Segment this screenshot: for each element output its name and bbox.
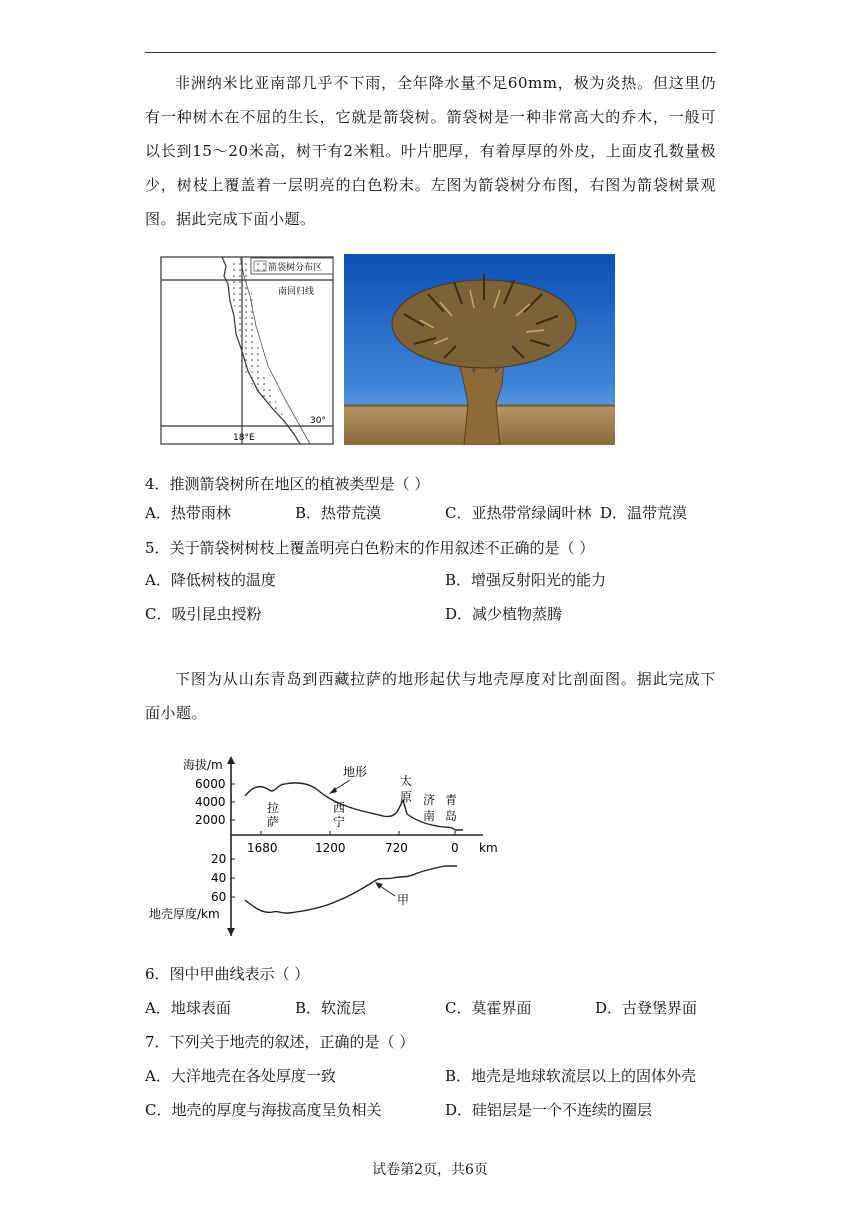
q4-option-a[interactable]: A．热带雨林 xyxy=(145,504,231,522)
curve-label: 甲 xyxy=(397,893,410,907)
curve-jia xyxy=(245,866,457,913)
q4-option-c[interactable]: C．亚热带常绿阔叶林 xyxy=(445,504,592,522)
dist-tick: 1200 xyxy=(315,841,346,855)
q7-stem: 7．下列关于地壳的叙述，正确的是（ ） xyxy=(145,1033,415,1051)
place-label-jinan xyxy=(423,792,435,823)
ylabel-bottom: 地壳厚度/km xyxy=(149,907,220,921)
place-char: 济 xyxy=(423,793,436,807)
q4-option-d[interactable]: D．温带荒漠 xyxy=(600,504,688,522)
x-unit: km xyxy=(479,841,498,855)
passage-2: 下图为从山东青岛到西藏拉萨的地形起伏与地壳厚度对比剖面图。据此完成下面小题。 xyxy=(145,670,716,722)
q7-option-b[interactable]: B．地壳是地球软流层以上的固体外壳 xyxy=(445,1067,697,1085)
depth-tick: 40 xyxy=(211,871,227,885)
quiver-tree-photo xyxy=(344,254,615,445)
place-char: 岛 xyxy=(445,809,458,823)
place-char: 西 xyxy=(333,801,346,815)
alt-tick: 2000 xyxy=(195,813,226,827)
q6-option-d[interactable]: D．古登堡界面 xyxy=(595,999,698,1017)
page-footer: 试卷第2页，共6页 xyxy=(372,1162,488,1178)
passage-1: 非洲纳米比亚南部几乎不下雨，全年降水量不足60mm，极为炎热。但这里仍有一种树木在不屈的生长，它就是箭袋树。箭袋树是一种非常高大的乔木，一般可以长到15～20米高，树干有2米粗。叶片肥厚，有着厚厚的外皮，上面皮孔数量极少，树枝上覆盖着一层明亮的白色粉末。左图为箭袋树分布图，右图为箭袋树景观图。据此完成下面小题。 xyxy=(145,74,716,228)
q4-stem: 4．推测箭袋树所在地区的植被类型是（ ） xyxy=(145,475,430,493)
place-label-taiyuan xyxy=(400,773,412,804)
q7-option-c[interactable]: C．地壳的厚度与海拔高度呈负相关 xyxy=(145,1101,382,1119)
q7-option-d[interactable]: D．硅铝层是一个不连续的圈层 xyxy=(445,1101,653,1119)
alt-tick: 4000 xyxy=(195,795,226,809)
lat-label: 30° xyxy=(310,416,326,426)
place-char: 青 xyxy=(445,793,458,807)
legend-label: 箭袋树分布区 xyxy=(268,263,323,273)
depth-tick: 20 xyxy=(211,852,227,866)
legend-swatch xyxy=(254,261,266,271)
alt-tick: 6000 xyxy=(195,777,226,791)
q6-option-a[interactable]: A．地球表面 xyxy=(145,999,231,1017)
place-char: 宁 xyxy=(333,815,346,829)
terrain-label: 地形 xyxy=(343,765,368,779)
depth-tick: 60 xyxy=(211,890,227,904)
q5-option-c[interactable]: C．吸引昆虫授粉 xyxy=(145,605,262,623)
place-label-qingdao xyxy=(445,792,457,823)
lon-label: 18°E xyxy=(233,433,255,443)
dist-tick: 720 xyxy=(385,841,408,855)
place-label-lhasa xyxy=(267,800,279,829)
q6-option-b[interactable]: B．软流层 xyxy=(295,999,367,1017)
q5-stem: 5．关于箭袋树树枝上覆盖明亮白色粉末的作用叙述不正确的是（ ） xyxy=(145,539,595,557)
q6-option-c[interactable]: C．莫霍界面 xyxy=(445,999,532,1017)
q5-option-d[interactable]: D．减少植物蒸腾 xyxy=(445,605,563,623)
q7-option-a[interactable]: A．大洋地壳在各处厚度一致 xyxy=(145,1067,336,1085)
place-label-xining xyxy=(333,801,345,829)
place-char: 太 xyxy=(400,774,413,788)
q5-option-b[interactable]: B．增强反射阳光的能力 xyxy=(445,571,607,589)
ylabel-top: 海拔/m xyxy=(183,758,223,772)
q5-option-a[interactable]: A．降低树枝的温度 xyxy=(145,571,276,589)
profile-chart xyxy=(145,756,505,941)
place-char: 拉 xyxy=(267,801,280,815)
header-rule xyxy=(145,52,716,53)
place-char: 南 xyxy=(423,809,436,823)
place-char: 萨 xyxy=(267,815,280,829)
q4-option-b[interactable]: B．热带荒漠 xyxy=(295,504,382,522)
q6-stem: 6．图中甲曲线表示（ ） xyxy=(145,965,310,983)
tropic-label: 南回归线 xyxy=(278,287,315,297)
dist-tick: 0 xyxy=(451,841,459,855)
dist-tick: 1680 xyxy=(247,841,278,855)
distribution-map xyxy=(160,256,335,446)
place-char: 原 xyxy=(400,790,413,804)
